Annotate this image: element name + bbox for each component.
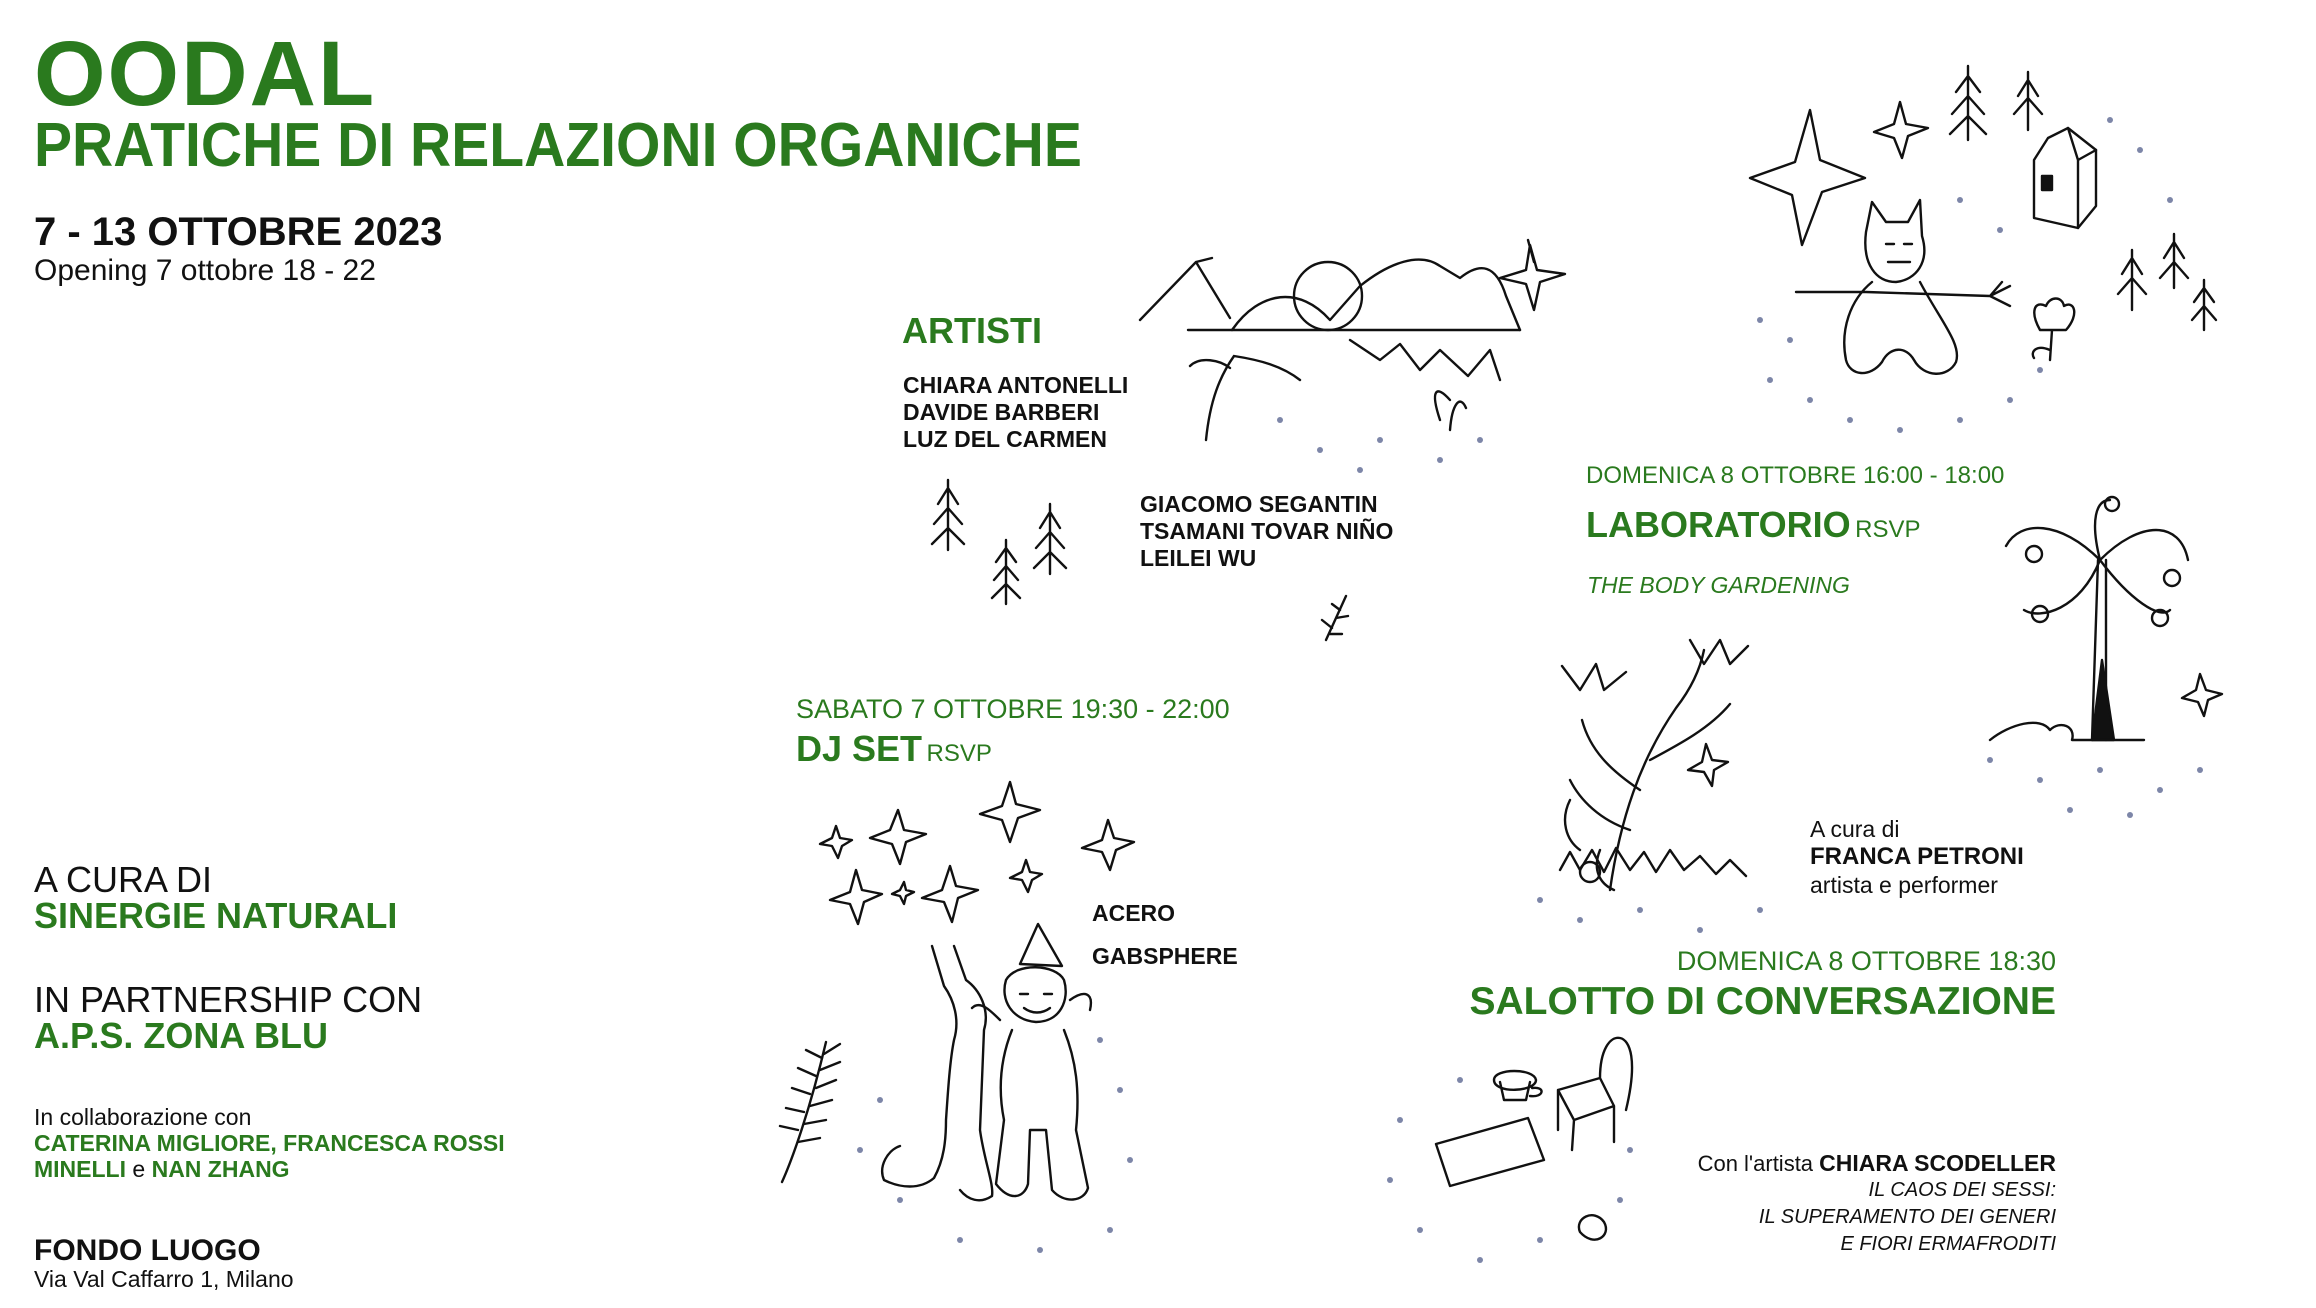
chair-table-illustration: [1436, 1038, 1632, 1240]
curated-label: A CURA DI: [34, 859, 213, 900]
artist-list-1: [903, 372, 1128, 453]
salotto-title: SALOTTO DI CONVERSAZIONE: [1469, 980, 2056, 1023]
talk-line: IL SUPERAMENTO DEI GENERI: [1758, 1206, 2056, 1229]
star-icon: [1874, 102, 1928, 158]
laboratorio-curated-prefix: A cura di: [1810, 816, 1900, 842]
laboratorio-date: DOMENICA 8 OTTOBRE 16:00 - 18:00: [1586, 462, 2005, 489]
salotto-artist: CHIARA SCODELLER: [1819, 1150, 2056, 1176]
star-icon: [1528, 240, 1534, 262]
laboratorio-curator: FRANCA PETRONI: [1810, 843, 2024, 870]
laboratorio-title: LABORATORIO: [1586, 504, 1851, 545]
star-icon: [1750, 110, 1865, 245]
star-icon: [1500, 245, 1565, 310]
event-title: OODAL: [34, 23, 377, 125]
laboratorio-rsvp[interactable]: RSVP: [1855, 516, 1921, 543]
pine-tree-icon: [2160, 234, 2188, 288]
house-icon: [2034, 128, 2096, 228]
opening-time: Opening 7 ottobre 18 - 22: [34, 254, 376, 287]
djset-title: DJ SET: [796, 728, 923, 769]
pine-tree-icon: [1950, 66, 1986, 140]
salotto-date: DOMENICA 8 OTTOBRE 18:30: [1676, 946, 2056, 976]
star-icon: [2182, 674, 2222, 716]
star-icon: [980, 782, 1040, 842]
mountain-sun-illustration: [1140, 258, 1520, 440]
djset-date: SABATO 7 OTTOBRE 19:30 - 22:00: [796, 694, 1230, 724]
collab-conjunction: e: [132, 1156, 146, 1182]
dot-texture: [857, 117, 2203, 1263]
artist-name: LUZ DEL CARMEN: [903, 425, 1108, 452]
star-icon: [820, 826, 852, 858]
artist-name: TSAMANI TOVAR NIÑO: [1140, 517, 1394, 544]
artist-name: LEILEI WU: [1140, 544, 1257, 571]
collab-name: MINELLI: [34, 1156, 126, 1182]
dj-act: ACERO: [1092, 900, 1176, 926]
palm-tree-illustration: [1990, 497, 2188, 740]
curated-name: SINERGIE NATURALI: [34, 895, 398, 936]
laboratorio-heading: [1586, 506, 1920, 544]
cat-figure-illustration: [1796, 200, 2010, 374]
venue-address: Via Val Caffarro 1, Milano: [34, 1266, 294, 1292]
star-icon: [1010, 860, 1042, 892]
event-dates: 7 - 13 OTTOBRE 2023: [34, 210, 443, 254]
artist-name: GIACOMO SEGANTIN: [1140, 491, 1378, 517]
pine-tree-icon: [1322, 596, 1348, 640]
star-icon: [830, 870, 882, 924]
collab-line-1: CATERINA MIGLIORE, FRANCESCA ROSSI: [34, 1130, 505, 1156]
star-icon: [1082, 820, 1134, 870]
talk-line: E FIORI ERMAFRODITI: [1840, 1233, 2056, 1256]
star-icon: [870, 810, 926, 864]
dancing-figures-illustration: [882, 924, 1091, 1200]
pine-tree-icon: [932, 480, 964, 550]
collab-name: NAN ZHANG: [151, 1156, 290, 1182]
partnership-label: IN PARTNERSHIP CON: [34, 979, 423, 1020]
salotto-artist-line: [1698, 1150, 2056, 1177]
djset-rsvp[interactable]: RSVP: [926, 740, 992, 767]
star-icon: [1688, 744, 1728, 786]
laboratorio-subtitle: THE BODY GARDENING: [1587, 572, 1850, 598]
venue-name: FONDO LUOGO: [34, 1234, 261, 1267]
pine-tree-icon: [992, 540, 1020, 604]
salotto-artist-prefix: Con l'artista: [1697, 1151, 1814, 1176]
pine-tree-icon: [1034, 504, 1066, 574]
artist-name: DAVIDE BARBERI: [903, 398, 1100, 425]
event-subtitle: PRATICHE DI RELAZIONI ORGANICHE: [34, 111, 1082, 180]
laboratorio-curator-role: artista e performer: [1810, 872, 1998, 898]
artist-list-2: [1140, 491, 1393, 572]
djset-heading: [796, 730, 992, 768]
flower-icon: [2033, 299, 2074, 361]
star-icon: [922, 866, 978, 922]
flowering-plant-illustration: [1560, 640, 1748, 890]
artisti-heading: ARTISTI: [902, 310, 1042, 351]
pine-tree-icon: [2118, 250, 2146, 310]
salotto-talk-title: [1759, 1177, 2056, 1259]
fern-icon: [780, 1042, 840, 1182]
partnership-name: A.P.S. ZONA BLU: [34, 1015, 329, 1056]
talk-line: IL CAOS DEI SESSI:: [1868, 1179, 2056, 1201]
star-icon: [892, 882, 914, 904]
collab-label: In collaborazione con: [34, 1104, 252, 1130]
artist-name: CHIARA ANTONELLI: [903, 372, 1129, 398]
collab-line-2: [34, 1156, 290, 1183]
pine-tree-icon: [2192, 280, 2216, 330]
dj-act: GABSPHERE: [1092, 943, 1238, 969]
pine-tree-icon: [2014, 72, 2042, 130]
